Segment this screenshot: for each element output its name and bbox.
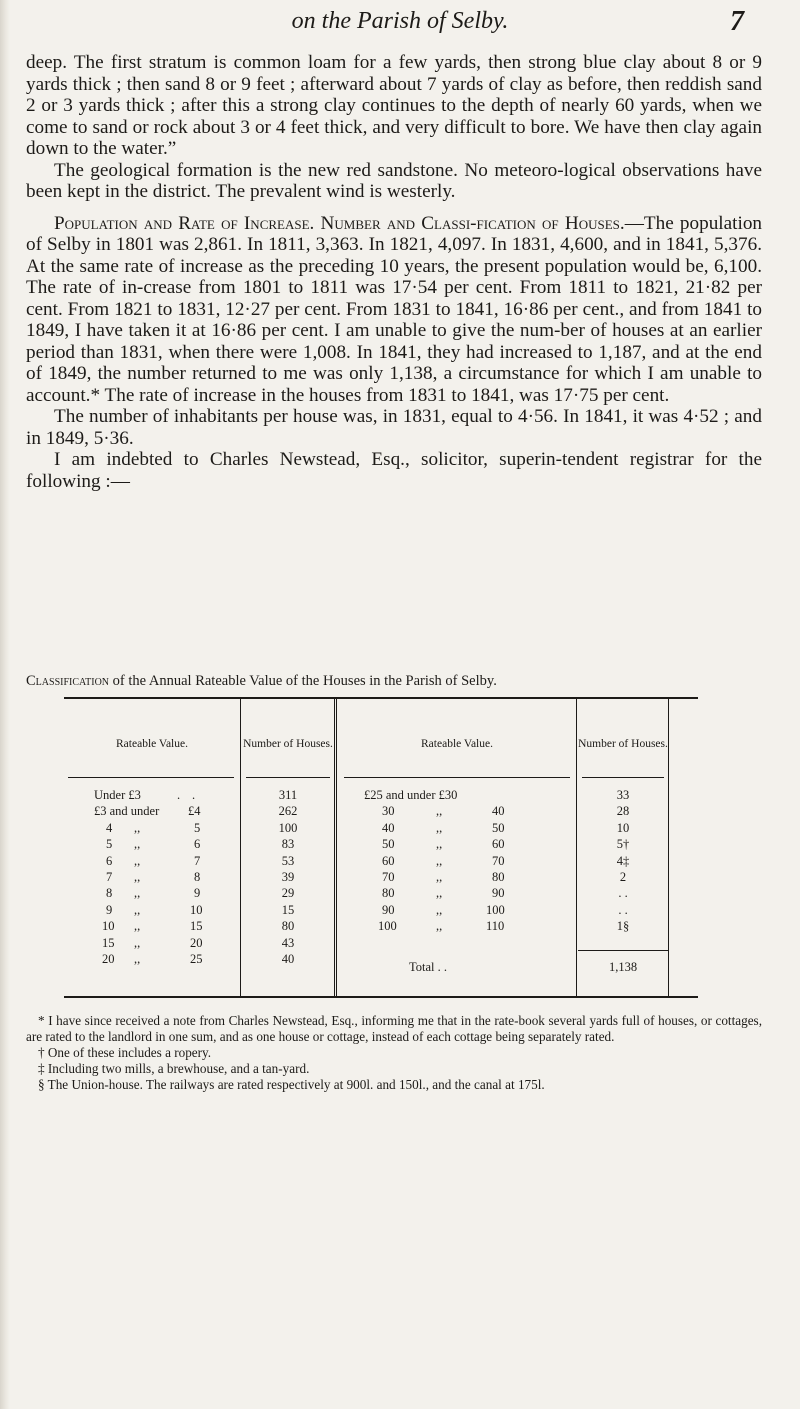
footnote-double-dagger: ‡ Including two mills, a brewhouse, and a tan-yard. xyxy=(38,1061,310,1076)
table-body xyxy=(64,788,698,968)
left-value-from: 10 xyxy=(102,919,115,934)
table-caption xyxy=(26,673,796,690)
left-houses: 262 xyxy=(278,804,298,819)
table-row xyxy=(64,788,698,804)
header-rule xyxy=(582,777,664,778)
footnotes xyxy=(26,1013,762,1093)
total-value: 1,138 xyxy=(608,960,638,974)
right-value-to: 90 xyxy=(492,886,505,901)
left-value-to: 9 xyxy=(194,886,201,901)
right-houses: 1§ xyxy=(616,919,630,934)
left-value-from: 7 xyxy=(106,869,113,884)
left-value-mid: ,, xyxy=(134,919,141,934)
table-row xyxy=(64,804,698,820)
left-value-from: 20 xyxy=(102,951,115,966)
page-binding-shadow xyxy=(0,0,10,1409)
right-value-from: 50 xyxy=(382,837,395,852)
left-value-to: 8 xyxy=(194,869,201,884)
table-row xyxy=(64,903,698,919)
left-value-to: 10 xyxy=(190,902,203,917)
header-number-of-houses-right: Number of Houses. xyxy=(578,738,668,750)
left-value-from: 5 xyxy=(106,837,113,852)
left-value-from: 15 xyxy=(102,935,115,950)
paragraph-acknowledgement: I am indebted to Charles Newstead, Esq., solicitor, superin-tendent registrar for the following :— xyxy=(26,449,762,492)
right-houses: 28 xyxy=(616,804,630,819)
left-houses: 53 xyxy=(281,853,295,868)
left-houses: 29 xyxy=(281,886,295,901)
right-houses: . . xyxy=(618,886,628,901)
right-houses: 10 xyxy=(616,820,630,835)
right-value-from: £25 and under £30 xyxy=(364,788,458,802)
footnote-dagger: † One of these includes a ropery. xyxy=(38,1045,212,1060)
right-houses: . . xyxy=(618,902,628,917)
left-value-from: £3 and under xyxy=(94,804,160,819)
left-value-to: 25 xyxy=(190,951,203,966)
left-houses: 39 xyxy=(281,869,295,884)
right-value-from: 70 xyxy=(382,869,395,884)
paragraph-geology: The geological formation is the new red sandstone. No meteoro-logical observations have been kept in the district. The prevalent wind is westerly. xyxy=(26,159,762,202)
left-houses: 311 xyxy=(278,788,298,802)
right-value-from: 30 xyxy=(382,804,395,819)
left-value-mid: ,, xyxy=(134,935,141,950)
right-value-from: 40 xyxy=(382,820,395,835)
paragraph-inhabitants-per-house: The number of inhabitants per house was, in 1831, equal to 4·56. In 1841, it was 4·52 ; and in 1849, 5·36. xyxy=(26,406,762,449)
page-header xyxy=(0,8,800,38)
right-value-mid: ,, xyxy=(436,820,443,835)
rateable-value-table xyxy=(64,697,698,999)
right-value-from: 60 xyxy=(382,853,395,868)
right-value-mid: ,, xyxy=(436,853,443,868)
header-rule xyxy=(246,777,330,778)
paragraph-boring-strata: deep. The first stratum is common loam for a few yards, then strong blue clay about 8 or 9 yards thick ; then sand 8 or 9 feet ; afterward about 7 yards of clay as before, then reddish sand 2 or 3 yards thick ; after this a strong clay continues to the depth of nearly 60 yards, when we come to sand or rock about 3 or 4 feet thick, and very difficult to bore. We have then clay again down to the water.” xyxy=(26,52,762,159)
page-number: 7 xyxy=(730,6,744,37)
left-value-from: Under £3 xyxy=(94,788,141,802)
left-value-to: 7 xyxy=(194,853,201,868)
left-houses: 100 xyxy=(278,820,298,835)
table-caption-text: of the Annual Rateable Value of the Houses in the Parish of Selby. xyxy=(109,673,497,689)
body-text xyxy=(26,52,762,492)
left-houses: 43 xyxy=(281,935,295,950)
right-value-mid: ,, xyxy=(436,837,443,852)
right-houses: 5† xyxy=(616,837,630,852)
table-top-rule xyxy=(64,697,698,699)
left-value-mid: ,, xyxy=(134,837,141,852)
left-value-from: 6 xyxy=(106,853,113,868)
table-row xyxy=(64,886,698,902)
left-value-to: 20 xyxy=(190,935,203,950)
right-value-to: 100 xyxy=(486,902,505,917)
right-value-to: 50 xyxy=(492,820,505,835)
right-value-mid: ,, xyxy=(436,869,443,884)
footnote-section: § The Union-house. The railways are rated respectively at 900l. and 150l., and the canal at 175l. xyxy=(38,1077,545,1092)
left-value-mid: ,, xyxy=(134,951,141,966)
population-text: —The population of Selby in 1801 was 2,861. In 1811, 3,363. In 1821, 4,097. In 1831, 4,600, and in 1841, 5,376. At the same rate of increase as the preceding 10 years, the present population would be, 6,100. The rate of in-crease from 1801 to 1811 was 17·54 per cent. From 1811 to 1821, 21·82 per cent. From 1821 to 1831, 12·27 per cent. From 1831 to 1841, 16·86 per cent., and from 1841 to 1849, I have taken it at 16·86 per cent. I am unable to give the num-ber of houses at an earlier period than 1831, when there were 1,008. In 1841, they had increased to 1,187, and at the end of 1849, the number returned to me was only 1,138, a circumstance for which I am unable to account.* The rate of increase in the houses from 1831 to 1841, was 17·75 per cent. xyxy=(26,212,763,406)
left-houses: 40 xyxy=(281,951,295,966)
right-value-mid: ,, xyxy=(436,804,443,819)
left-houses: 80 xyxy=(281,919,295,934)
section-heading-population: Population and Rate of Increase. Number and Classi-fication of Houses. xyxy=(54,212,625,234)
total-rule xyxy=(578,950,668,951)
right-value-to: 40 xyxy=(492,804,505,819)
left-value-to: £4 xyxy=(188,804,201,819)
left-value-mid: ,, xyxy=(134,869,141,884)
left-value-mid: ,, xyxy=(134,853,141,868)
table-row xyxy=(64,837,698,853)
right-value-mid: ,, xyxy=(436,902,443,917)
right-houses: 4‡ xyxy=(616,853,630,868)
left-value-from: 4 xyxy=(106,820,113,835)
left-value-mid: . xyxy=(177,788,181,802)
header-rule xyxy=(344,777,570,778)
right-value-to: 80 xyxy=(492,869,505,884)
right-value-mid: ,, xyxy=(436,886,443,901)
left-value-mid: ,, xyxy=(134,820,141,835)
header-rule xyxy=(68,777,234,778)
header-rateable-value-right: Rateable Value. xyxy=(421,738,493,750)
left-value-to: . xyxy=(192,788,196,802)
left-houses: 83 xyxy=(281,837,295,852)
left-houses: 15 xyxy=(281,902,295,917)
header-rateable-value: Rateable Value. xyxy=(116,738,188,750)
left-value-from: 8 xyxy=(106,886,113,901)
header-number-of-houses: Number of Houses. xyxy=(243,738,333,750)
right-value-from: 80 xyxy=(382,886,395,901)
right-houses: 33 xyxy=(616,788,630,802)
right-value-to: 60 xyxy=(492,837,505,852)
right-value-to: 110 xyxy=(486,919,505,934)
table-row xyxy=(64,919,698,935)
table-row xyxy=(64,854,698,870)
left-value-to: 5 xyxy=(194,820,201,835)
table-caption-lead: Classification xyxy=(26,673,110,689)
right-value-from: 100 xyxy=(378,919,397,934)
left-value-to: 6 xyxy=(194,837,201,852)
left-value-to: 15 xyxy=(190,919,203,934)
right-value-to: 70 xyxy=(492,853,505,868)
table-row xyxy=(64,821,698,837)
right-value-mid: ,, xyxy=(436,919,443,934)
left-value-from: 9 xyxy=(106,902,113,917)
right-value-from: 90 xyxy=(382,902,395,917)
running-title: on the Parish of Selby. xyxy=(291,8,509,34)
table-bottom-rule xyxy=(64,996,698,998)
footnote-asterisk: * I have since received a note from Charles Newstead, Esq., informing me that in the rate-book several yards full of houses, or cottages, are rated to the landlord in one sum, and as one house or cottage, instead of each cottage being separately rated. xyxy=(26,1013,762,1044)
left-value-mid: ,, xyxy=(134,886,141,901)
left-value-mid: ,, xyxy=(134,902,141,917)
right-houses: 2 xyxy=(619,869,627,884)
paragraph-population xyxy=(26,213,762,407)
table-row xyxy=(64,870,698,886)
total-label: Total . . xyxy=(409,960,448,974)
